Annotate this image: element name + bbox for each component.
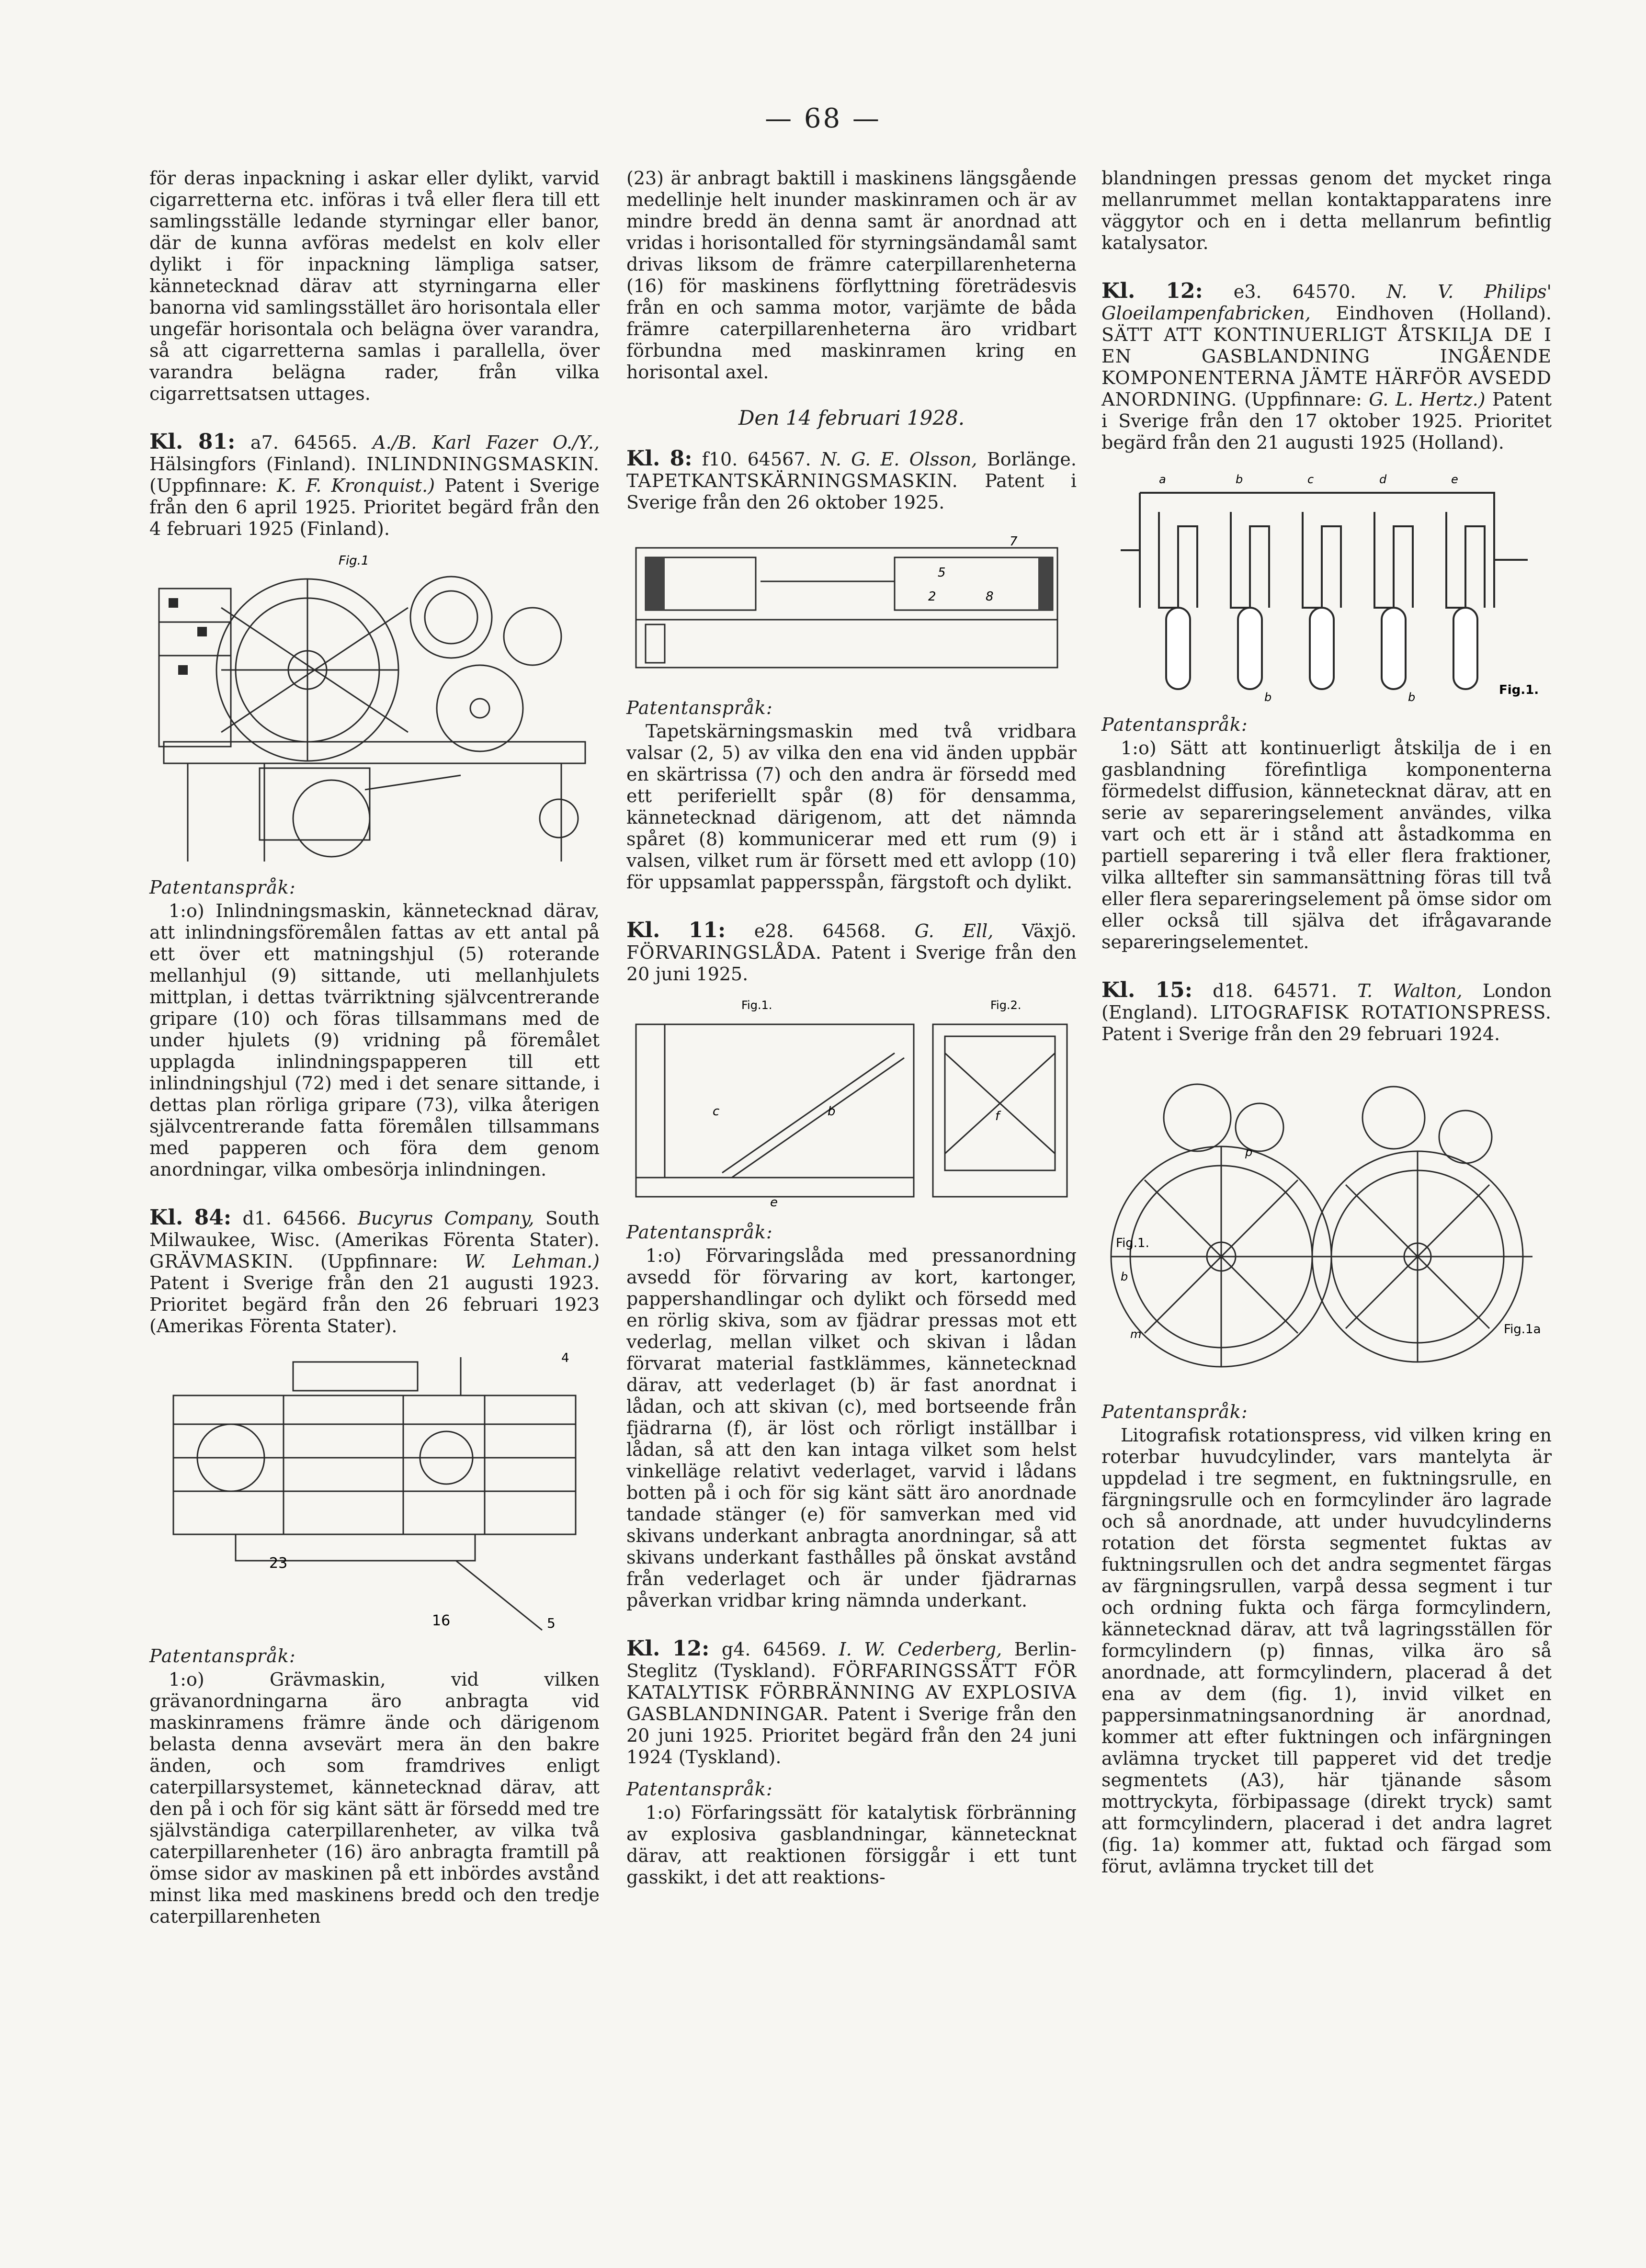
subclass: e28. xyxy=(754,920,794,941)
applicant-place: London (England). xyxy=(1101,980,1552,1023)
applicant-place: South Milwaukee, Wisc. (Amerikas Förenta Stater). xyxy=(149,1208,600,1250)
column-2 xyxy=(626,168,1077,1888)
claim-heading: Patentanspråk: xyxy=(626,1222,773,1243)
patent-entry-64568 xyxy=(626,919,1077,985)
figure-letter-f: f xyxy=(995,1109,1000,1123)
patent-number: 64566. xyxy=(283,1208,347,1229)
figure-number-5: 5 xyxy=(938,566,946,580)
applicant-place: Eindhoven (Holland). xyxy=(1336,303,1552,324)
patent-number: 64570. xyxy=(1292,281,1356,302)
figure-tapetkantskarningsmaskin xyxy=(626,524,1077,687)
claim-heading: Patentanspråk: xyxy=(626,1779,773,1800)
patent-title: FÖRVARINGSLÅDA. xyxy=(626,942,822,963)
subclass: e3. xyxy=(1233,281,1262,302)
figure-label: Fig.1 xyxy=(339,554,369,568)
applicant-place: Berlin-Steglitz (Tyskland). xyxy=(626,1639,1077,1681)
claim-64569: 1:o) Förfaringssätt för katalytisk förbränning av explosiva gasblandningar, kännetecknat därav, att reaktionen försiggår i ett tunt gasskikt, i det att reaktions- xyxy=(626,1802,1077,1888)
cutting-machine-drawing xyxy=(626,524,1077,687)
claim-64571: Litografisk rotationspress, vid vilken kring en roterbar huvudcylinder, vars mantelyta är uppdelad i tre segment, en fuktningsrulle, en färgningsrulle och en formcylinder äro lagrade och så anordnade, att under huvudcylinderns rotation det första segmentet fuktas av fuktningsrullen och det andra segmentet färgas av färgningsrullen, varpå dessa segment i tur och ordning fukta och färga formcylindern, kännetecknad därav, att två lagringsställen för formcylindern (p) finnas, vilka äro så anordnade, att formcylindern, placerad å det ena av dem (fig. 1), invid vilket en pappersinmatningsanordning är anordnad, kommer att efter fuktningen och infärgningen avlämna trycket till papperet vid det tredje segmentets (A3), här tjänande såsom mottryckyta, förbipassage (direkt tryck) samt att formcylindern, placerad i det andra lagret (fig. 1a) kommer att, fuktad och färgad som förut, avlämna trycket till det xyxy=(1101,1425,1552,1877)
figure-letter-a: a xyxy=(1159,473,1166,486)
patent-details: Patent i Sverige från den 26 oktober 1925. xyxy=(626,470,1077,513)
subclass: g4. xyxy=(721,1639,751,1660)
continued-text: blandningen pressas genom det mycket ringa mellanrummet mellan kontaktapparatens inre väggytor och en i detta mellanrum befintlig katalysator. xyxy=(1101,168,1552,253)
figure-letter-p: p xyxy=(1245,1145,1253,1159)
patent-entry-64570 xyxy=(1101,280,1552,454)
figure-letter-b-3: b xyxy=(1408,691,1416,703)
applicant-place: Växjö. xyxy=(1022,920,1077,941)
figure-letter-e: e xyxy=(1451,473,1458,486)
subclass: f10. xyxy=(702,449,738,470)
class-prefix: Kl. xyxy=(149,430,183,454)
figure-number-2: 2 xyxy=(928,590,936,604)
machine-drawing xyxy=(149,550,600,866)
class-number: 11: xyxy=(688,918,726,942)
figure-label: Fig.1. xyxy=(1499,683,1539,697)
figure-letter-b-2: b xyxy=(1264,691,1272,703)
class-number: 81: xyxy=(198,430,236,454)
figure-inlindningsmaskin xyxy=(149,550,600,866)
class-number: 84: xyxy=(194,1205,232,1230)
figure-rotationspress xyxy=(1101,1055,1552,1391)
patent-number: 64567. xyxy=(747,449,811,470)
patent-number: 64568. xyxy=(822,920,886,941)
patent-details: Patent i Sverige från den 6 april 1925. Prioritet begärd från den 4 februari 1925 (Finland). xyxy=(149,475,600,539)
figure-number-4: 4 xyxy=(561,1351,569,1365)
column-1 xyxy=(149,168,600,1928)
subclass: a7. xyxy=(250,432,279,453)
applicant: Bucyrus Company, xyxy=(357,1208,534,1229)
date-heading: Den 14 februari 1928. xyxy=(738,406,965,430)
figure-gravmaskin xyxy=(149,1348,600,1635)
claim-64568: 1:o) Förvaringslåda med pressanordning avsedd för förvaring av kort, kartonger, pappershandlingar och dylikt och försedd med en rörlig skiva, som av fjädrar pressas mot ett vederlag, mellan vilket och skivan i lådan förvarat material fastklämmes, kännetecknad därav, att vederlaget (b) är fast anordnat i lådan, och att skivan (c), med bortseende från fjädrarna (f), är löst och rörligt inställbar i lådan, så att den kan intaga vilket som helst vinkelläge relativt vederlaget, varvid i lådans botten på i och för sig känt sätt äro anordnade tandade stänger (e) för samverkan med vid skivans underkant anbragta anordningar, så att skivans underkant fasthålles på önskat avstånd från vederlaget och är under fjädrarnas påverkan vridbar kring nämnda underkant. xyxy=(626,1245,1077,1611)
patent-entry-64567 xyxy=(626,448,1077,513)
class-number: 8: xyxy=(670,446,692,471)
figure-letter-m: m xyxy=(1130,1327,1142,1341)
continued-text: för deras inpackning i askar eller dylikt, varvid cigarretterna etc. införas i två eller flera till ett samlingsställe ledande styrningar eller banor, där de kunna avföras medelst en kolv eller dylikt i för inpackning lämpliga satser, kännetecknad därav att styrningarna eller banorna vid samlingsstället äro horisontala eller ungefär horisontala och belägna över varandra, så att cigarretterna samlas i parallella, över varandra belägna rader, från vilka cigarrettsatsen uttages. xyxy=(149,168,600,404)
storage-box-drawing xyxy=(626,996,1077,1211)
claim-64567: Tapetskärningsmaskin med två vridbara valsar (2, 5) av vilka den ena vid änden uppbär en skärtrissa (7) och den andra är försedd med ett periferiellt spår (8) för densamma, kännetecknad därigenom, att det nämnda spåret (8) kommunicerar med ett rum (9) i valsen, vilket rum är försett med ett avlopp (10) för uppsamlat pappersspån, färgstoft och dylikt. xyxy=(626,721,1077,893)
claim-64565: 1:o) Inlindningsmaskin, kännetecknad därav, att inlindningsföremålen fattas av ett antal på ett över ett matningshjul (5) roterande mellanhjul (9) sittande, uti mellanhjulets mittplan, i dettas tvärriktning självcentrerande gripare (10) och föras tillsammans med de under hjulets (9) vridning på föremålet upplagda inlindningspapperen till ett inlindningshjul (72) med i det senare sittande, i dettas plan rörliga gripare (73), vilka återigen självcentrerande fatta föremålen tillsammans med papperen och föra dem genom anordningar, vilka ombesörja inlindningen. xyxy=(149,900,600,1180)
figure-letter-c: c xyxy=(713,1104,720,1119)
patent-title: GRÄVMASKIN. xyxy=(149,1251,294,1272)
patent-details: Patent i Sverige från den 20 juni 1925. xyxy=(626,942,1077,985)
figure-number-23: 23 xyxy=(269,1555,288,1572)
figure-1-label: Fig.1. xyxy=(741,998,772,1012)
inventor: K. F. Kronquist.) xyxy=(277,475,435,496)
claim-heading: Patentanspråk: xyxy=(1101,1401,1248,1422)
figure-separering xyxy=(1101,464,1552,703)
figure-letter-c: c xyxy=(1307,473,1314,486)
applicant: N. G. E. Olsson, xyxy=(820,449,977,470)
class-prefix: Kl. xyxy=(149,1205,183,1230)
inventor: W. Lehman.) xyxy=(465,1251,600,1272)
continued-text: (23) är anbragt baktill i maskinens längsgående medellinje helt inunder maskinramen och är av mindre bredd än denna samt är anordnad att vridas i horisontalled för styrningsändamål samt drivas liksom de främre caterpillarenheterna (16) för maskinens förflyttning företrädesvis från en och samma motor, varjämte de båda främre caterpillarenheterna äro vridbart förbundna med maskinramen kring en horisontal axel. xyxy=(626,168,1077,383)
figure-number-8: 8 xyxy=(986,590,994,604)
claim-64566: 1:o) Grävmaskin, vid vilken grävanordningarna äro anbragta vid maskinramens främre ände och därigenom belasta denna avsevärt mera än den bakre änden, och som framdrives enligt caterpillarsystemet, kännetecknad därav, att den på i och för sig känt sätt är försedd med tre självständiga caterpillarenheter, av vilka två caterpillarenheter (16) äro anbragta framtill på ömse sidor av maskinen på ett inbördes avstånd minst lika med maskinens bredd och den tredje caterpillarenheten xyxy=(149,1669,600,1927)
applicant: T. Walton, xyxy=(1357,980,1463,1001)
class-prefix: Kl. xyxy=(626,1636,660,1661)
figure-letter-b: b xyxy=(1121,1270,1128,1283)
patent-entry-64566 xyxy=(149,1207,600,1337)
claim-heading: Patentanspråk: xyxy=(149,1645,296,1667)
page-number: — 68 — xyxy=(765,103,881,134)
inventor-label: (Uppfinnare: xyxy=(320,1251,438,1272)
figure-1-label: Fig.1. xyxy=(1116,1236,1149,1250)
applicant-place: Borlänge. xyxy=(987,449,1077,470)
patent-entry-64565 xyxy=(149,431,600,540)
class-prefix: Kl. xyxy=(626,918,660,942)
inventor-label: (Uppfinnare: xyxy=(149,475,267,496)
press-drawing xyxy=(1101,1055,1552,1391)
class-number: 12: xyxy=(672,1636,710,1661)
figure-letter-b: b xyxy=(1236,473,1243,486)
excavator-drawing xyxy=(149,1348,600,1635)
class-number: 12: xyxy=(1166,279,1203,303)
patent-title: TAPETKANTSKÄRNINGSMASKIN. xyxy=(626,470,958,491)
figure-letter-d: d xyxy=(1379,473,1387,486)
figure-2-label: Fig.1a xyxy=(1504,1322,1541,1337)
patent-details: Patent i Sverige från den 20 juni 1925. Prioritet begärd från den 24 juni 1924 (Tyskland). xyxy=(626,1703,1077,1768)
patent-details: Patent i Sverige från den 17 oktober 1925. Prioritet begärd från den 21 augusti 1925 (Holland). xyxy=(1101,389,1552,453)
patent-number: 64565. xyxy=(294,432,358,453)
applicant: G. Ell, xyxy=(914,920,994,941)
patent-title: FÖRFARINGSSÄTT FÖR KATALYTISK FÖRBRÄNNING AV EXPLOSIVA GASBLANDNINGAR. xyxy=(626,1660,1077,1724)
patent-title: LITOGRAFISK ROTATIONSPRESS. xyxy=(1210,1002,1552,1023)
figure-number-7: 7 xyxy=(1010,534,1018,549)
class-prefix: Kl. xyxy=(1101,978,1135,1002)
patent-number: 64571. xyxy=(1273,980,1338,1001)
class-prefix: Kl. xyxy=(1101,279,1135,303)
patent-entry-64571 xyxy=(1101,979,1552,1045)
inventor-label: (Uppfinnare: xyxy=(1244,389,1362,410)
subclass: d18. xyxy=(1213,980,1253,1001)
patent-details: Patent i Sverige från den 21 augusti 1923. Prioritet begärd från den 26 februari 1923 (Amerikas Förenta Stater). xyxy=(149,1272,600,1337)
figure-2-label: Fig.2. xyxy=(990,998,1022,1012)
separation-apparatus-drawing xyxy=(1101,464,1552,703)
applicant-place: Hälsingfors (Finland). xyxy=(149,454,357,475)
patent-entry-64569 xyxy=(626,1638,1077,1768)
figure-forvaringslada xyxy=(626,996,1077,1211)
subclass: d1. xyxy=(242,1208,272,1229)
inventor: G. L. Hertz.) xyxy=(1369,389,1486,410)
claim-heading: Patentanspråk: xyxy=(149,877,296,898)
class-number: 15: xyxy=(1155,978,1192,1002)
patent-details: Patent i Sverige från den 29 februari 1924. xyxy=(1101,1023,1500,1044)
applicant: N. V. Philips' Gloeilampenfabricken, xyxy=(1101,281,1552,324)
claim-heading: Patentanspråk: xyxy=(626,697,773,718)
patent-title: INLINDNINGSMASKIN. xyxy=(366,454,600,475)
figure-letter-b: b xyxy=(828,1104,836,1119)
figure-letter-e: e xyxy=(770,1195,778,1210)
applicant: I. W. Cederberg, xyxy=(839,1639,1002,1660)
figure-number-16: 16 xyxy=(432,1612,451,1629)
claim-64570: 1:o) Sätt att kontinuerligt åtskilja de i en gasblandning förefintliga komponenterna förmedelst diffusion, kännetecknat därav, att en serie av separeringselement användes, vilka vart och ett är i stånd att åstadkomma en partiell separering i två eller flera fraktioner, vilka alltefter sin sammansättning föras till två eller flera separeringselement på ömse sidor om eller också till själva det ifrågavarande separeringselementet. xyxy=(1101,737,1552,953)
patent-title: SÄTT ATT KONTINUERLIGT ÅTSKILJA DE I EN GASBLANDNING INGÅENDE KOMPONENTERNA JÄMTE HÄRFÖR AVSEDD ANORDNING. xyxy=(1101,324,1552,410)
class-prefix: Kl. xyxy=(626,446,660,471)
claim-heading: Patentanspråk: xyxy=(1101,714,1248,735)
figure-number-5: 5 xyxy=(547,1615,556,1631)
patent-number: 64569. xyxy=(763,1639,827,1660)
column-3 xyxy=(1101,168,1552,1877)
applicant: A./B. Karl Fazer O./Y., xyxy=(373,432,600,453)
